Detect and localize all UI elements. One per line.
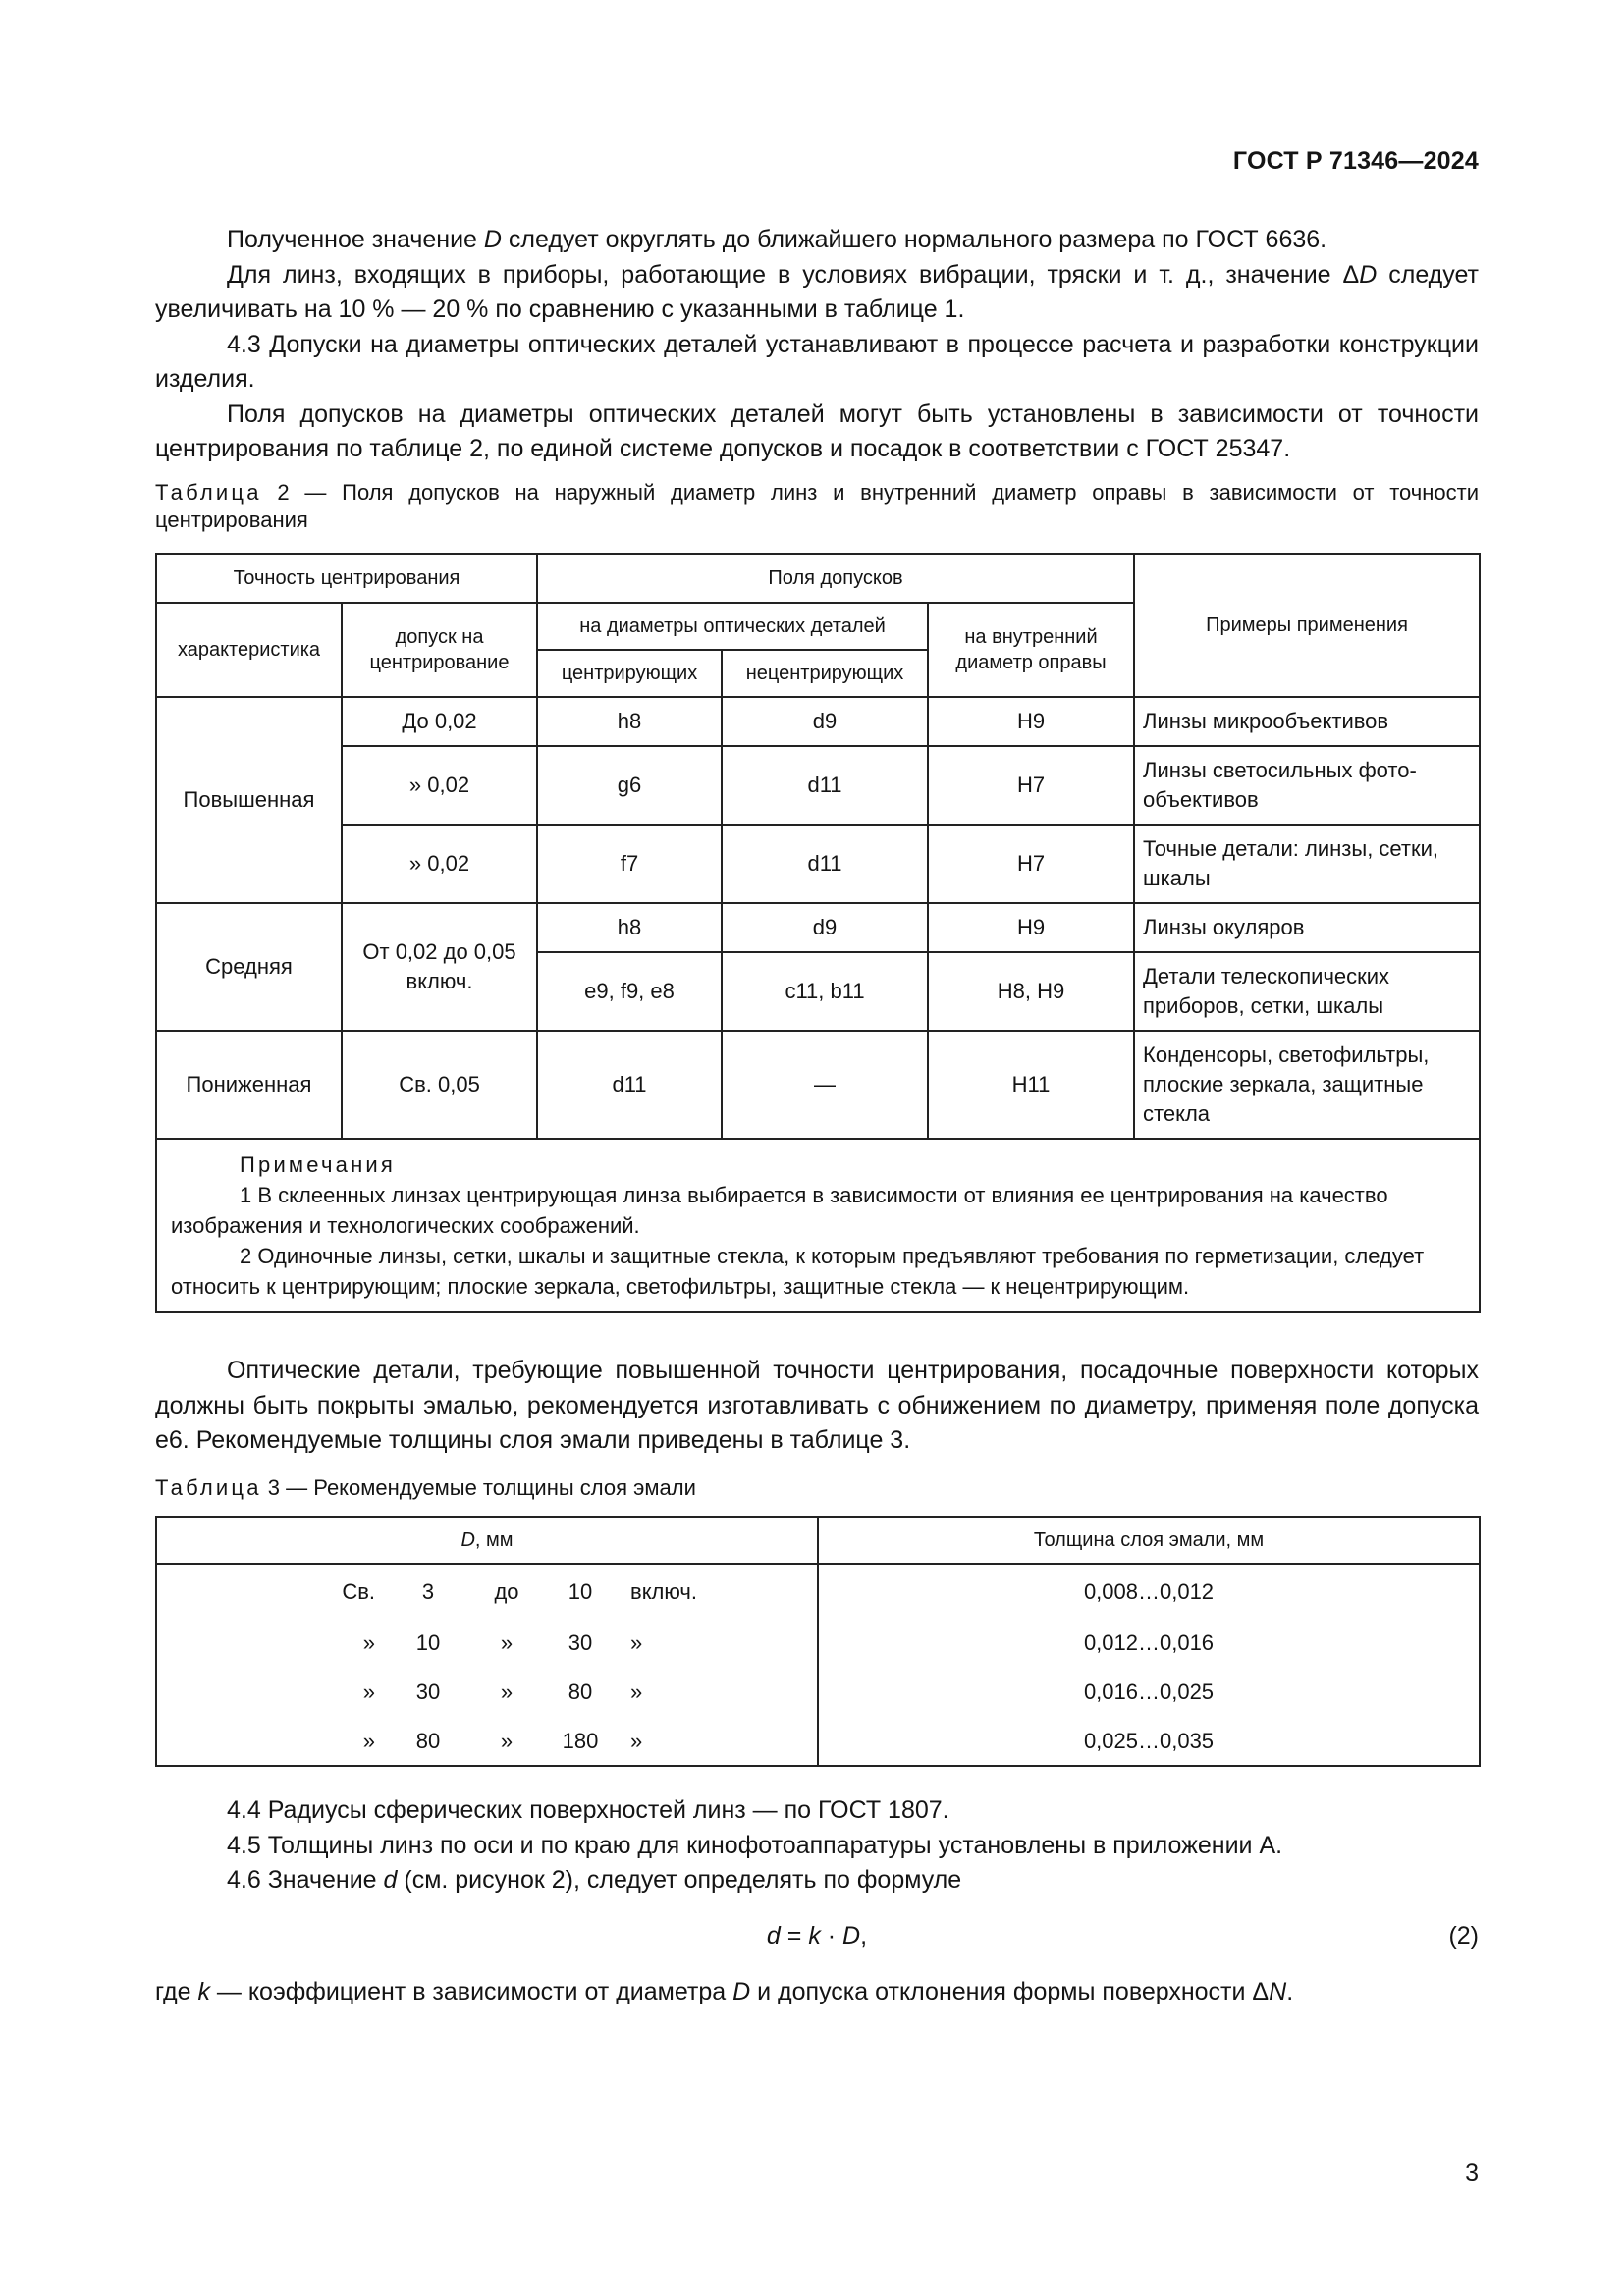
cell-tolerance: От 0,02 до 0,05 включ.: [342, 903, 537, 1031]
cell-centering: d11: [537, 1031, 722, 1139]
cell-thickness: 0,012…0,016: [818, 1619, 1480, 1668]
table-row: » 80 » 180 » 0,025…0,035: [156, 1717, 1480, 1766]
header-diameter: D, мм: [156, 1517, 818, 1564]
cell-noncentering: d11: [722, 746, 928, 825]
cell-example: Линзы окуляров: [1134, 903, 1480, 952]
paragraph-rounding: Полученное значение D следует округлять до ближайшего нормального размера по ГОСТ 6636.: [227, 226, 1327, 253]
table2-tolerance-fields: [155, 553, 1481, 1313]
note-2: 2 Одиночные линзы, сетки, шкалы и защитные стекла, к которым предъявляют требования по герметизации, следует относить к центрирующим; плоские зеркала, светофильтры, защитные стекла — к нецентрирующим.: [171, 1244, 1425, 1299]
cell-centering: e9, f9, e8: [537, 952, 722, 1031]
cell-noncentering: d11: [722, 825, 928, 903]
cell-centering: h8: [537, 697, 722, 746]
group-name: Средняя: [156, 903, 342, 1031]
cell-example: Линзы светосильных фото-объективов: [1134, 746, 1480, 825]
cell-example: Линзы микрообъективов: [1134, 697, 1480, 746]
cell-centering: g6: [537, 746, 722, 825]
paragraph-vibration: Для линз, входящих в приборы, работающие в условиях вибрации, тряски и т. д., значение ΔD следует увеличивать на 10 % — 20 % по сравнению с указанными в таблице 1.: [155, 260, 1480, 323]
cell-noncentering: d9: [722, 903, 928, 952]
table2-notes: [156, 1139, 1480, 1312]
notes-row: [156, 1139, 1480, 1312]
cell-example: Конденсоры, светофильтры, плоские зеркала, защитные стекла: [1134, 1031, 1480, 1139]
header-thickness: Толщина слоя эмали, мм: [818, 1517, 1480, 1564]
cell-inner: H9: [928, 697, 1134, 746]
cell-inner: H7: [928, 825, 1134, 903]
table3-caption: Таблица 3 — Рекомендуемые толщины слоя эмали: [155, 1475, 696, 1500]
cell-noncentering: c11, b11: [722, 952, 928, 1031]
cell-example: Детали телескопических приборов, сетки, шкалы: [1134, 952, 1480, 1031]
cell-noncentering: —: [722, 1031, 928, 1139]
item-4-5: 4.5 Толщины линз по оси и по краю для кинофотоаппаратуры установлены в приложении А.: [227, 1831, 1283, 1859]
table-row: Св. 3 до 10 включ. 0,008…0,012: [156, 1564, 1480, 1619]
table2-caption: Таблица 2 — Поля допусков на наружный диаметр линз и внутренний диаметр оправы в зависимости от точности центрирования: [155, 480, 1479, 532]
cell-thickness: 0,016…0,025: [818, 1668, 1480, 1717]
formula-expression: d = k · D,: [766, 1922, 868, 1949]
table-row: [156, 697, 1480, 746]
cell-tolerance: До 0,02: [342, 697, 537, 746]
document-header: ГОСТ Р 71346—2024: [1232, 147, 1479, 175]
where-text: где k — коэффициент в зависимости от диаметра D и допуска отклонения формы поверхности ΔN.: [155, 1978, 1294, 2005]
cell-thickness: 0,008…0,012: [818, 1564, 1480, 1619]
note-1: 1 В склеенных линзах центрирующая линза выбирается в зависимости от влияния ее центрирования на качество изображения и технологических соображений.: [171, 1183, 1388, 1238]
header-optical: на диаметры оптических деталей: [537, 603, 928, 650]
page-number: 3: [1465, 2160, 1479, 2187]
cell-noncentering: d9: [722, 697, 928, 746]
cell-centering: f7: [537, 825, 722, 903]
table-row: [156, 825, 1480, 903]
group-name: Повышенная: [156, 697, 342, 903]
paragraph-tolerance-fields: Поля допусков на диаметры оптических деталей могут быть установлены в зависимости от точности центрирования по таблице 2, по единой системе допусков и посадок в соответствии с ГОСТ 25347.: [155, 400, 1479, 462]
group-name: Пониженная: [156, 1031, 342, 1139]
formula-2: [155, 1922, 1479, 1957]
formula-number: (2): [1448, 1922, 1479, 1949]
header-fields: Поля допусков: [537, 554, 1134, 603]
cell-tolerance: » 0,02: [342, 825, 537, 903]
table-row: [156, 746, 1480, 825]
cell-example: Точные детали: линзы, сетки, шкалы: [1134, 825, 1480, 903]
cell-inner: H9: [928, 903, 1134, 952]
cell-inner: H11: [928, 1031, 1134, 1139]
table-row: » 30 » 80 » 0,016…0,025: [156, 1668, 1480, 1717]
header-characteristic: характеристика: [156, 603, 342, 697]
item-4-4: 4.4 Радиусы сферических поверхностей линз — по ГОСТ 1807.: [227, 1796, 949, 1824]
table-row: » 10 » 30 » 0,012…0,016: [156, 1619, 1480, 1668]
header-inner: на внутренний диаметр оправы: [928, 603, 1134, 697]
notes-title: Примечания: [240, 1152, 397, 1177]
table-row: [156, 1031, 1480, 1139]
header-centering: центрирующих: [537, 650, 722, 697]
cell-thickness: 0,025…0,035: [818, 1717, 1480, 1766]
header-accuracy: Точность центрирования: [156, 554, 537, 603]
intro-text: [155, 223, 1479, 467]
cell-inner: H7: [928, 746, 1134, 825]
header-examples: Примеры применения: [1134, 554, 1480, 697]
table-row: [156, 903, 1480, 952]
header-noncentering: нецентрирующих: [722, 650, 928, 697]
cell-tolerance: » 0,02: [342, 746, 537, 825]
cell-centering: h8: [537, 903, 722, 952]
cell-tolerance: Св. 0,05: [342, 1031, 537, 1139]
item-4-6: 4.6 Значение d (см. рисунок 2), следует определять по формуле: [227, 1866, 962, 1894]
enamel-text: Оптические детали, требующие повышенной точности центрирования, посадочные поверхности которых должны быть покрыты эмалью, рекомендуется изготавливать с обнижением по диаметру, применяя поле допуска е6. Рекомендуемые толщины слоя эмали приведены в таблице 3.: [155, 1357, 1479, 1454]
paragraph-4-3: 4.3 Допуски на диаметры оптических деталей устанавливают в процессе расчета и разработки конструкции изделия.: [155, 330, 1479, 393]
header-tolerance: допуск на центрирование: [342, 603, 537, 697]
items-text: [155, 1793, 1479, 1898]
cell-inner: H8, H9: [928, 952, 1134, 1031]
table3-enamel-thickness: [155, 1516, 1481, 1767]
